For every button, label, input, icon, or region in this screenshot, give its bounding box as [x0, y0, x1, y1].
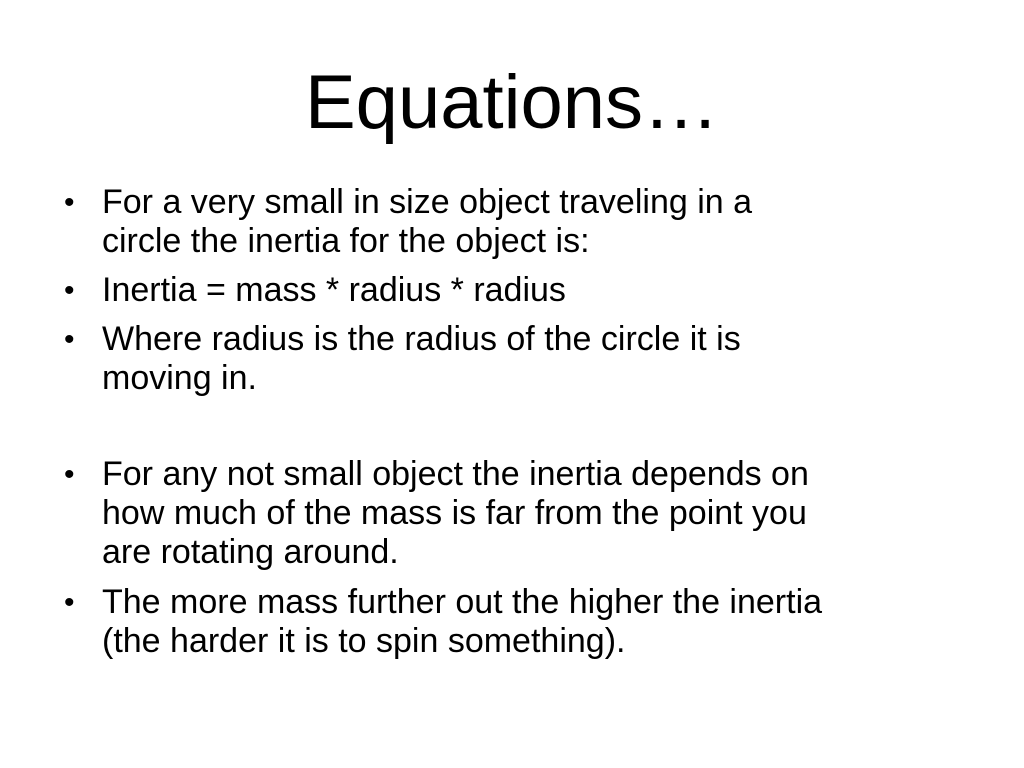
bullet-icon: •	[64, 274, 75, 307]
bullet-text	[102, 455, 974, 572]
bullet-item	[64, 583, 974, 661]
bullet-item	[64, 183, 974, 261]
bullet-line: Where radius is the radius of the circle it is	[102, 320, 741, 358]
bullet-line: For a very small in size object traveling in a	[102, 183, 753, 221]
bullet-text	[102, 320, 974, 398]
slide-title: Equations…	[304, 60, 720, 145]
bullet-line: moving in.	[102, 359, 257, 397]
bullet-text	[102, 271, 974, 310]
bullet-line: circle the inertia for the object is:	[102, 222, 590, 260]
bullet-line: how much of the mass is far from the point you	[102, 494, 807, 532]
bullet-line: are rotating around.	[102, 533, 399, 571]
bullet-item	[64, 320, 974, 398]
bullet-line: Inertia = mass * radius * radius	[102, 271, 566, 309]
bullet-line: The more mass further out the higher the inertia	[102, 583, 823, 621]
slide-body	[64, 183, 974, 661]
bullet-icon: •	[64, 186, 75, 219]
bullet-icon: •	[64, 458, 75, 491]
bullet-icon: •	[64, 586, 75, 619]
bullet-text	[102, 583, 974, 661]
bullet-line: For any not small object the inertia depends on	[102, 455, 809, 493]
bullet-text	[102, 183, 974, 261]
bullet-icon: •	[64, 323, 75, 356]
bullet-item	[64, 271, 974, 310]
bullet-line: (the harder it is to spin something).	[102, 622, 626, 660]
bullet-item	[64, 455, 974, 572]
